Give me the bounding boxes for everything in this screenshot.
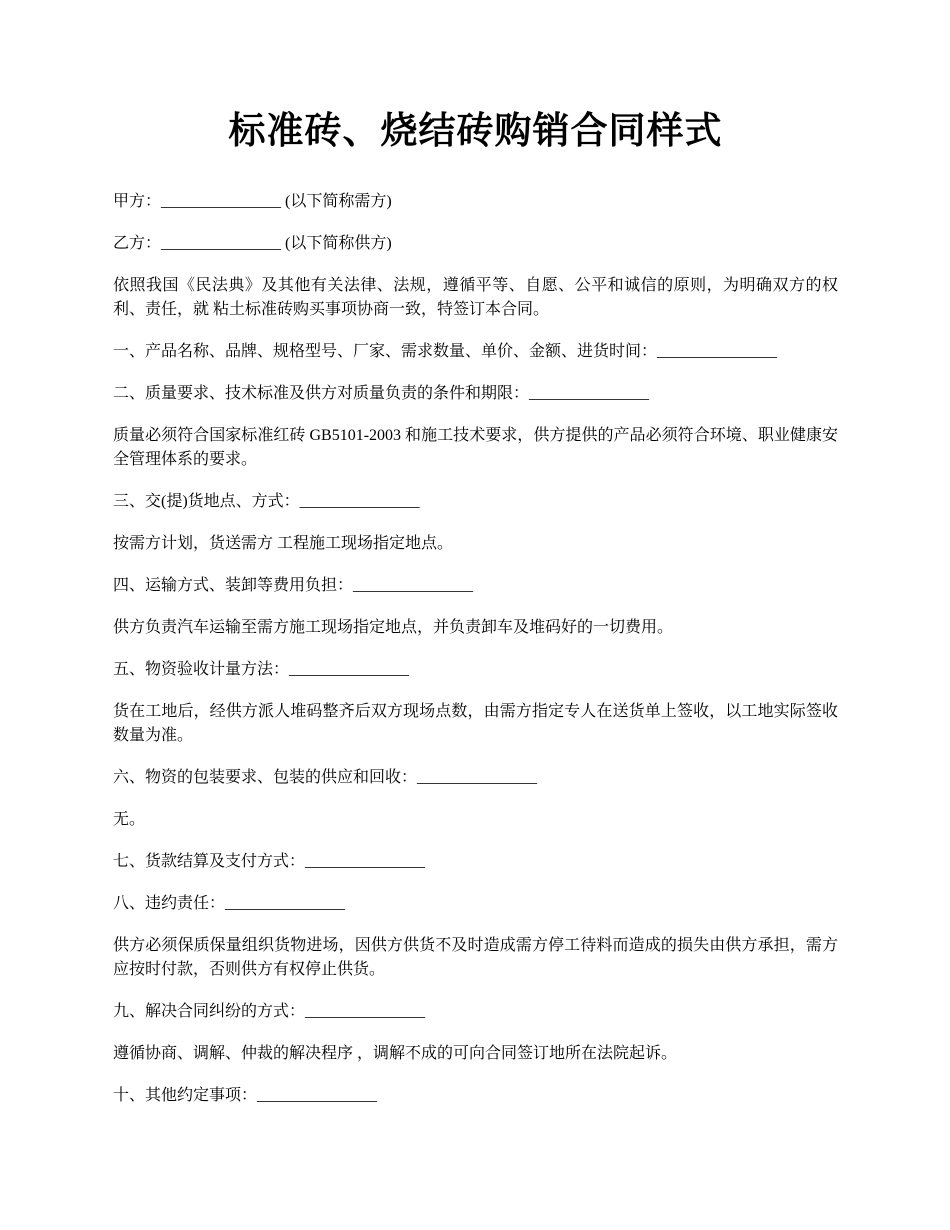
clause-3-heading: 三、交(提)货地点、方式：_______________ [113, 493, 420, 510]
clause-2-body: 质量必须符合国家标准红砖 GB5101-2003 和施工技术要求，供方提供的产品必须符合环境、职业健康安全管理体系的要求。 [113, 427, 838, 468]
clause-4-heading: 四、运输方式、装卸等费用负担：_______________ [113, 577, 474, 594]
clause-9-body: 遵循协商、调解、仲裁的解决程序 ，调解不成的可向合同签订地所在法院起诉。 [113, 1045, 678, 1062]
party-a-line: 甲方：_______________ (以下简称需方) [113, 193, 392, 210]
clause-7-heading: 七、货款结算及支付方式：_______________ [113, 853, 426, 870]
clause-2-heading: 二、质量要求、技术标准及供方对质量负责的条件和期限：_______________ [113, 385, 650, 402]
clause-3-body: 按需方计划，货送需方 工程施工现场指定地点。 [113, 535, 454, 552]
party-b-line: 乙方：_______________ (以下简称供方) [113, 235, 392, 252]
clause-4-body: 供方负责汽车运输至需方施工现场指定地点，并负责卸车及堆码好的一切费用。 [113, 619, 674, 636]
preamble-paragraph: 依照我国《民法典》及其他有关法律、法规，遵循平等、自愿、公平和诚信的原则，为明确双方的权利、责任，就 粘土标准砖购买事项协商一致，特签订本合同。 [113, 277, 838, 318]
clause-5-body: 货在工地后，经供方派人堆码整齐后双方现场点数，由需方指定专人在送货单上签收，以工地实际签收数量为准。 [113, 703, 838, 744]
document-title: 标准砖、烧结砖购销合同样式 [228, 111, 723, 152]
clause-6-body: 无。 [113, 811, 146, 828]
clause-1-heading: 一、产品名称、品牌、规格型号、厂家、需求数量、单价、金额、进货时间：_______________ [113, 343, 778, 360]
clause-5-heading: 五、物资验收计量方法：_______________ [113, 661, 410, 678]
clause-10-heading: 十、其他约定事项：_______________ [113, 1087, 378, 1104]
clause-8-body: 供方必须保质保量组织货物进场，因供方供货不及时造成需方停工待料而造成的损失由供方承担，需方应按时付款，否则供方有权停止供货。 [113, 937, 838, 978]
clause-9-heading: 九、解决合同纠纷的方式：_______________ [113, 1003, 426, 1020]
clause-8-heading: 八、违约责任：_______________ [113, 895, 346, 912]
clause-6-heading: 六、物资的包装要求、包装的供应和回收：_______________ [113, 769, 538, 786]
